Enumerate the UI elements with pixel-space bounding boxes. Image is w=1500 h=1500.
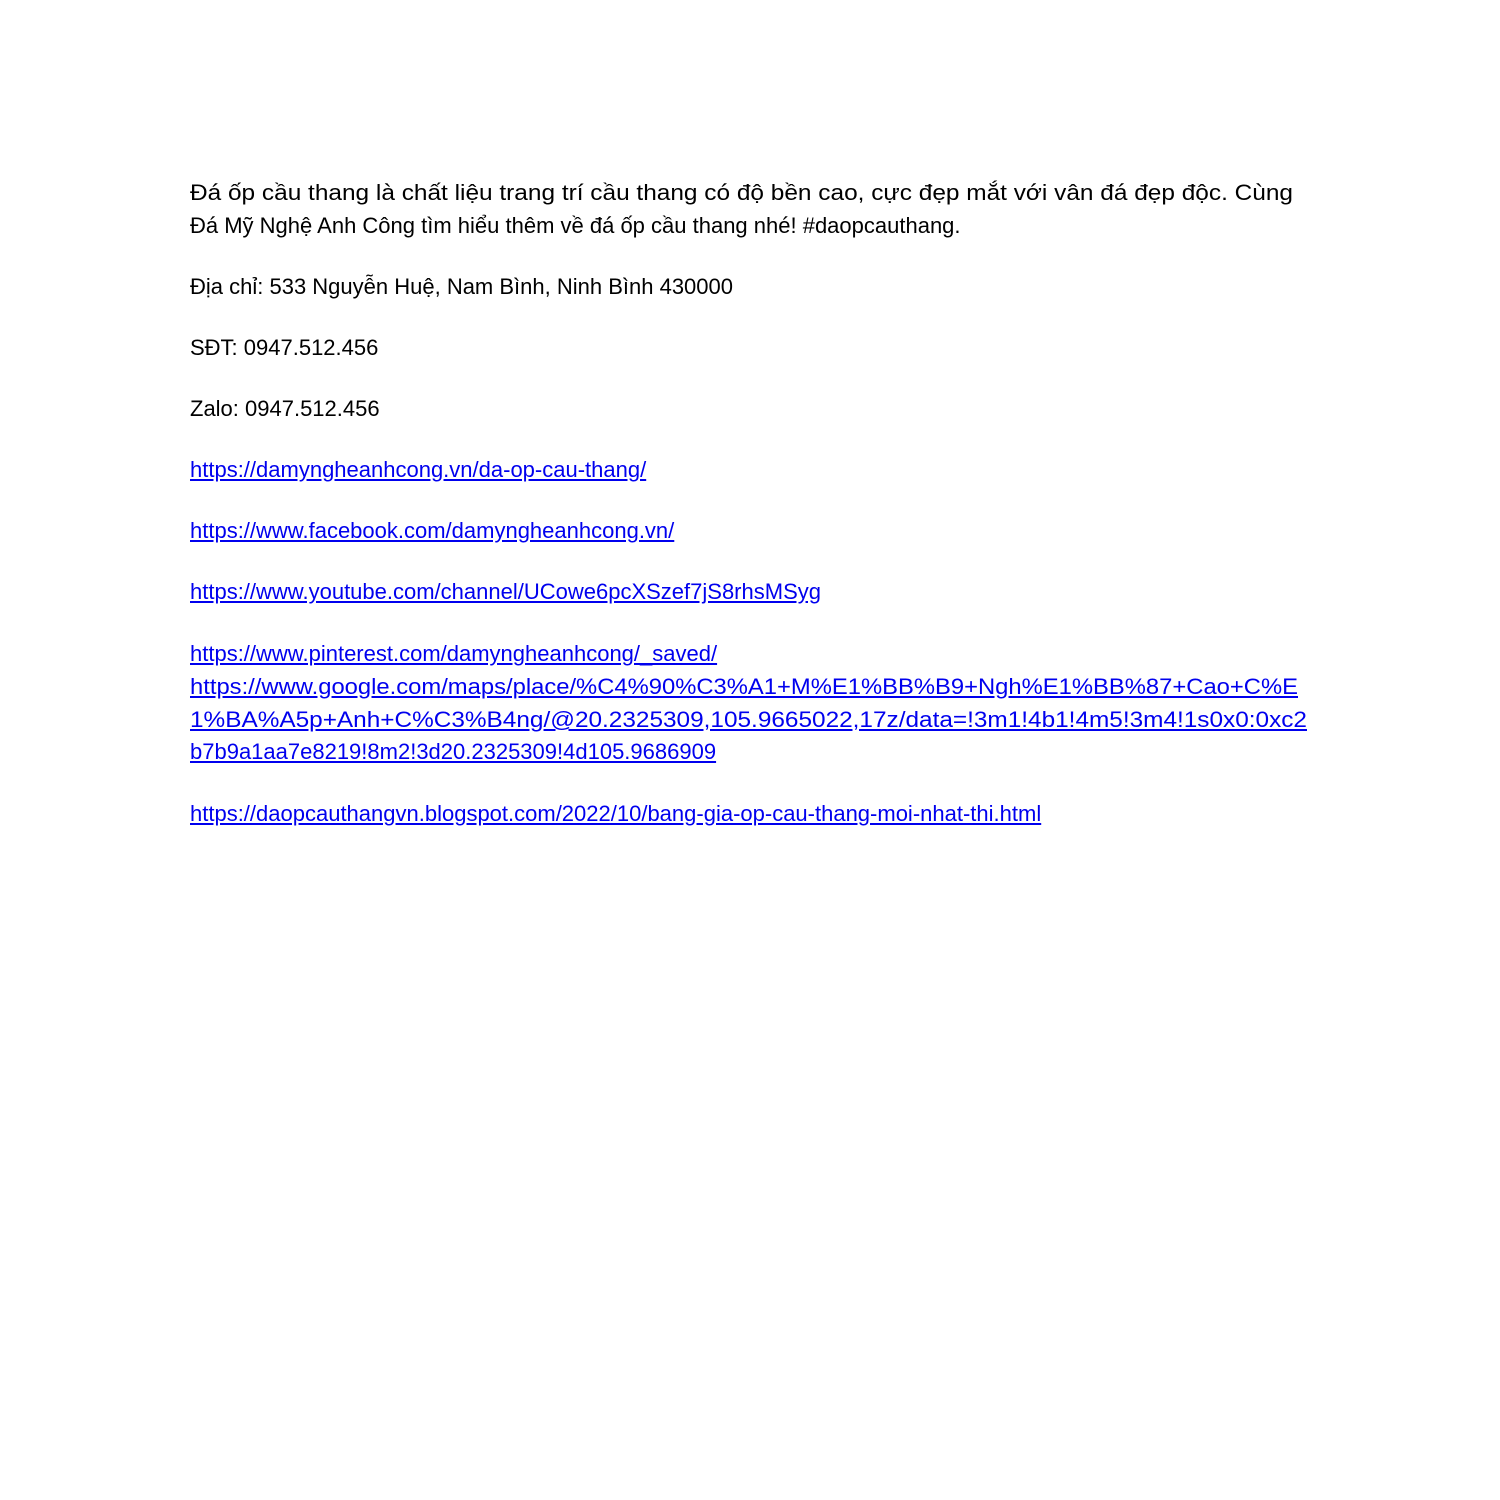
address-text: Địa chỉ: 533 Nguyễn Huệ, Nam Bình, Ninh Bình 430000: [190, 274, 733, 299]
zalo-text: Zalo: 0947.512.456: [190, 396, 380, 421]
pinterest-link[interactable]: https://www.pinterest.com/damyngheanhcong/_saved/: [190, 641, 718, 666]
google-maps-link-line-3[interactable]: b7b9a1aa7e8219!8m2!3d20.2325309!4d105.9686909: [190, 739, 717, 764]
intro-line-1: Đá ốp cầu thang là chất liệu trang trí cầu thang có độ bền cao, cực đẹp mắt với vân đá đẹp độc. Cùng: [190, 180, 1293, 205]
intro-line-2: Đá Mỹ Nghệ Anh Công tìm hiểu thêm về đá ốp cầu thang nhé! #daopcauthang.: [190, 213, 961, 238]
google-maps-link-line-2[interactable]: 1%BA%A5p+Anh+C%C3%B4ng/@20.2325309,105.9665022,17z/data=!3m1!4b1!4m5!3m4!1s0x0:0xc2: [190, 707, 1307, 732]
google-maps-link-line-1[interactable]: https://www.google.com/maps/place/%C4%90%C3%A1+M%E1%BB%B9+Ngh%E1%BB%87+Cao+C%E: [190, 674, 1298, 699]
website-link[interactable]: https://damyngheanhcong.vn/da-op-cau-thang/: [190, 457, 647, 482]
youtube-link[interactable]: https://www.youtube.com/channel/UCowe6pcXSzef7jS8rhsMSyg: [190, 579, 821, 604]
facebook-link[interactable]: https://www.facebook.com/damyngheanhcong.vn/: [190, 518, 675, 543]
blogspot-link[interactable]: https://daopcauthangvn.blogspot.com/2022/10/bang-gia-op-cau-thang-moi-nhat-thi.html: [190, 801, 1042, 826]
phone-text: SĐT: 0947.512.456: [190, 335, 379, 360]
